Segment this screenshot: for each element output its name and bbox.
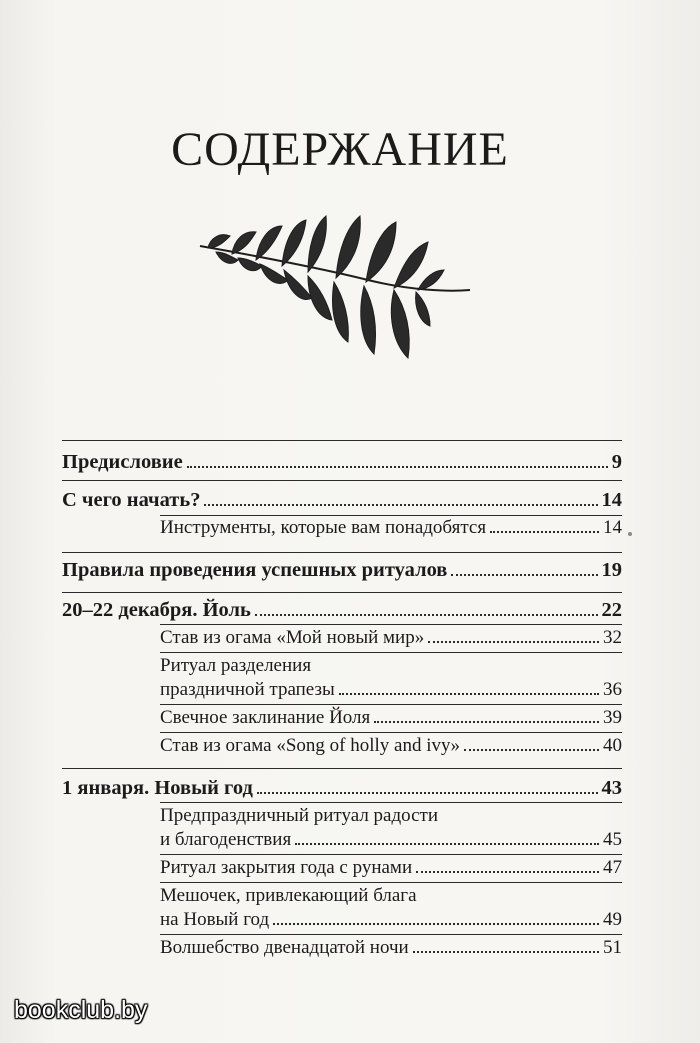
- dot-leader: [187, 466, 608, 468]
- dot-leader: [257, 792, 598, 794]
- toc-entry-preface[interactable]: [62, 450, 622, 474]
- toc-entry-label: Предисловие: [62, 451, 183, 473]
- divider: [160, 934, 622, 935]
- watermark-logo: bookclub.by: [14, 996, 148, 1024]
- dot-leader: [464, 749, 599, 751]
- toc-entry-tools[interactable]: [160, 516, 622, 540]
- toc-page-number: 32: [603, 627, 622, 648]
- dot-leader: [255, 614, 598, 616]
- dot-leader: [273, 923, 599, 925]
- toc-entry-label: праздничной трапезы: [160, 679, 335, 700]
- toc-entry-label: С чего начать?: [62, 489, 201, 511]
- ink-speck: [628, 532, 632, 536]
- dot-leader: [204, 504, 597, 506]
- toc-page-number: 49: [603, 909, 622, 930]
- toc-page-number: 22: [601, 599, 622, 621]
- toc-entry-label: Инструменты, которые вам понадобятся: [160, 517, 487, 538]
- toc-entry-label: 1 января. Новый год: [62, 777, 253, 799]
- toc-page-number: 14: [603, 517, 622, 538]
- toc-entry-label: Волшебство двенадцатой ночи: [160, 937, 409, 958]
- toc-entry-stav-holly[interactable]: [160, 734, 622, 758]
- toc-page-number: 19: [601, 559, 622, 581]
- toc-entry-label: Ритуал закрытия года с рунами: [160, 857, 413, 878]
- toc-page-number: 36: [603, 679, 622, 700]
- dot-leader: [451, 574, 597, 576]
- toc-entry-ritual-meal[interactable]: [160, 654, 622, 702]
- divider: [160, 802, 622, 803]
- toc-entry-stav-world[interactable]: [160, 626, 622, 650]
- toc-page-number: 39: [603, 707, 622, 728]
- toc-entry-pouch[interactable]: [160, 884, 622, 932]
- toc-entry-candle[interactable]: [160, 706, 622, 730]
- toc-entry-label: Ритуал разделения: [160, 655, 312, 676]
- toc-entry-yule[interactable]: [62, 598, 622, 622]
- toc-page-number: 40: [603, 735, 622, 756]
- toc-entry-label: Предпраздничный ритуал радости: [160, 805, 439, 826]
- toc-entry-twelfth-night[interactable]: [160, 936, 622, 960]
- divider: [160, 652, 622, 653]
- toc-entry-label: и благоденствия: [160, 829, 292, 850]
- divider: [62, 552, 622, 553]
- toc-entry-label: Став из огама «Мой новый мир»: [160, 627, 425, 648]
- toc-entry-label: Правила проведения успешных ритуалов: [62, 559, 448, 581]
- dot-leader: [490, 531, 599, 533]
- divider: [62, 592, 622, 593]
- toc-entry-label: 20–22 декабря. Йоль: [62, 599, 251, 621]
- toc-page-number: 43: [601, 777, 622, 799]
- toc-page-number: 47: [603, 857, 622, 878]
- dot-leader: [413, 951, 599, 953]
- toc-entry-rules[interactable]: [62, 558, 622, 582]
- page-title: СОДЕРЖАНИЕ: [171, 123, 509, 176]
- toc-entry-new-year[interactable]: [62, 776, 622, 800]
- toc-entry-label: Став из огама «Song of holly and ivy»: [160, 735, 461, 756]
- dot-leader: [374, 721, 599, 723]
- dot-leader: [339, 693, 599, 695]
- toc-entry-pre-holiday[interactable]: [160, 804, 622, 852]
- divider: [62, 768, 622, 769]
- dot-leader: [428, 641, 599, 643]
- toc-page-number: 14: [601, 489, 622, 511]
- toc-entry-runes[interactable]: [160, 856, 622, 880]
- toc-page-number: 51: [603, 937, 622, 958]
- toc-entry-label: на Новый год: [160, 909, 270, 930]
- toc-entry-start[interactable]: [62, 488, 622, 512]
- toc-entry-label: Мешочек, привлекающий блага: [160, 885, 417, 906]
- dot-leader: [416, 871, 599, 873]
- divider: [62, 440, 622, 441]
- divider: [160, 732, 622, 733]
- toc-page-number: 9: [611, 451, 622, 473]
- divider: [160, 854, 622, 855]
- dot-leader: [295, 843, 599, 845]
- toc-page-number: 45: [603, 829, 622, 850]
- divider: [160, 704, 622, 705]
- divider: [160, 624, 622, 625]
- divider: [62, 480, 622, 481]
- toc-entry-label: Свечное заклинание Йоля: [160, 707, 371, 728]
- fern-leaf-icon: [198, 208, 478, 368]
- divider: [160, 882, 622, 883]
